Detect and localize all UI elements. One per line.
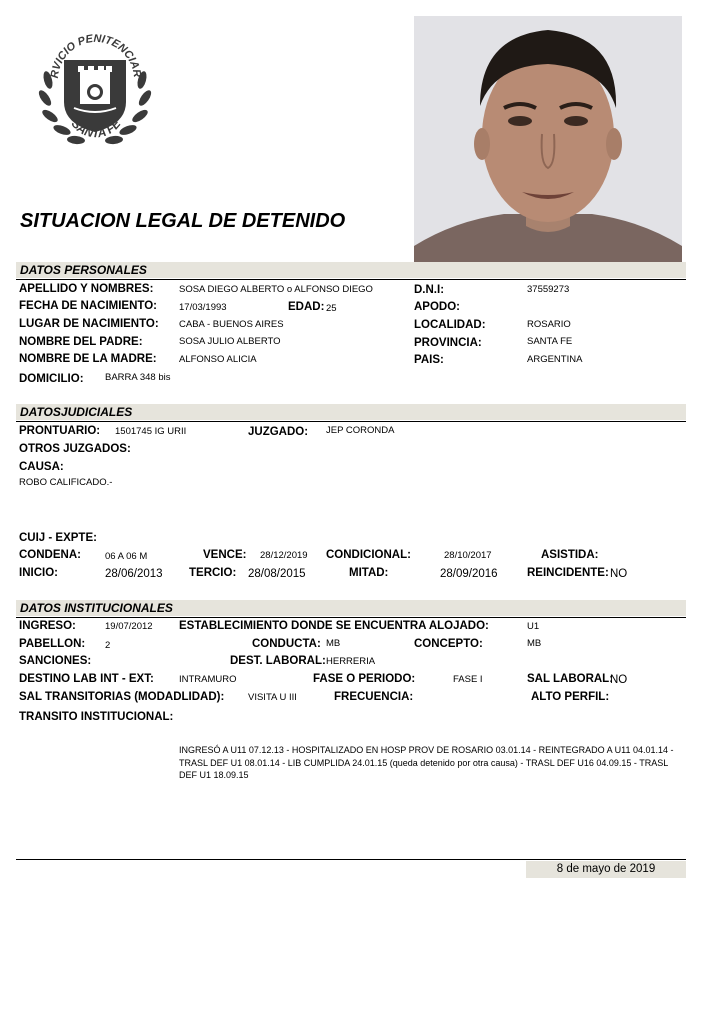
divider — [16, 279, 686, 280]
apellido-label: APELLIDO Y NOMBRES: — [19, 283, 154, 295]
madre-label: NOMBRE DE LA MADRE: — [19, 353, 157, 365]
tercio-label: TERCIO: — [189, 567, 237, 579]
sal-transitorias-value: VISITA U III — [248, 692, 297, 703]
transito-value: INGRESÓ A U11 07.12.13 - HOSPITALIZADO EN HOSP PROV DE ROSARIO 03.01.14 - REINTEGRADO A U11 04.01.14 - TRASL DEF U1 08.01.14 - LIB CUMPLIDA 24.01.15 (queda detenido por otra causa) - TRASL DEF U16 04.09.15 - TRASL DEF U1 18.09.15 — [179, 745, 674, 780]
pabellon-value: 2 — [105, 640, 111, 651]
mitad-value: 28/09/2016 — [440, 568, 498, 580]
provincia-label: PROVINCIA: — [414, 337, 482, 349]
padre-value: SOSA JULIO ALBERTO — [179, 336, 281, 347]
prontuario-value: 1501745 IG URII — [115, 426, 187, 437]
condena-label: CONDENA: — [19, 549, 81, 561]
condicional-value: 28/10/2017 — [444, 550, 492, 561]
conducta-value: MB — [326, 638, 341, 649]
detainee-photo — [414, 16, 682, 278]
cuij-label: CUIJ - EXPTE: — [19, 532, 97, 544]
section-header-institutional — [16, 600, 686, 616]
section-title-personal: DATOS PERSONALES — [20, 263, 147, 277]
transito-label: TRANSITO INSTITUCIONAL: — [19, 711, 174, 723]
lugar-nacimiento-label: LUGAR DE NACIMIENTO: — [19, 318, 159, 330]
report-date: 8 de mayo de 2019 — [526, 861, 686, 878]
ingreso-value: 19/07/2012 — [105, 621, 153, 632]
divider — [16, 617, 686, 618]
fase-label: FASE O PERIODO: — [313, 673, 416, 685]
section-header-judicial — [16, 404, 686, 420]
domicilio-label: DOMICILIO: — [19, 373, 84, 385]
destino-label: DESTINO LAB INT - EXT: — [19, 673, 154, 685]
apodo-label: APODO: — [414, 301, 460, 313]
condicional-label: CONDICIONAL: — [326, 549, 411, 561]
edad-label: EDAD: — [288, 301, 325, 313]
establecimiento-value: U1 — [527, 621, 540, 632]
footer-divider — [16, 859, 686, 860]
establecimiento-label: ESTABLECIMIENTO DONDE SE ENCUENTRA ALOJADO: — [179, 620, 489, 632]
localidad-label: LOCALIDAD: — [414, 319, 486, 331]
juzgado-label: JUZGADO: — [248, 426, 309, 438]
destino-value: INTRAMURO — [179, 674, 237, 685]
pais-label: PAIS: — [414, 354, 444, 366]
conducta-label: CONDUCTA: — [252, 638, 321, 650]
reincidente-value: NO — [610, 568, 628, 580]
asistida-label: ASISTIDA: — [541, 549, 599, 561]
inicio-label: INICIO: — [19, 567, 58, 579]
page-title: SITUACION LEGAL DE DETENIDO — [20, 210, 346, 232]
ingreso-label: INGRESO: — [19, 620, 76, 632]
concepto-value: MB — [527, 638, 542, 649]
fecha-nacimiento-value: 17/03/1993 — [179, 302, 227, 313]
dni-value: 37559273 — [527, 284, 570, 295]
condena-value: 06 A 06 M — [105, 551, 148, 562]
logo-text-bottom: SANTA FE — [68, 116, 124, 141]
servicio-penitenciario-logo — [28, 20, 162, 154]
localidad-value: ROSARIO — [527, 319, 571, 330]
alto-perfil-label: ALTO PERFIL: — [531, 691, 610, 703]
fase-value: FASE I — [453, 674, 483, 685]
otros-juzgados-label: OTROS JUZGADOS: — [19, 443, 131, 455]
pais-value: ARGENTINA — [527, 354, 583, 365]
padre-label: NOMBRE DEL PADRE: — [19, 336, 143, 348]
edad-value: 25 — [326, 303, 337, 314]
sal-transitorias-label: SAL TRANSITORIAS (MODADLIDAD): — [19, 691, 225, 703]
sal-laboral-label: SAL LABORAL: — [527, 673, 614, 685]
concepto-label: CONCEPTO: — [414, 638, 483, 650]
divider — [16, 421, 686, 422]
dni-label: D.N.I: — [414, 284, 445, 296]
section-title-judicial: DATOSJUDICIALES — [20, 405, 133, 419]
prontuario-label: PRONTUARIO: — [19, 425, 101, 437]
apellido-value: SOSA DIEGO ALBERTO o ALFONSO DIEGO — [179, 284, 373, 295]
juzgado-value: JEP CORONDA — [326, 425, 395, 436]
fecha-nacimiento-label: FECHA DE NACIMIENTO: — [19, 300, 157, 312]
sanciones-label: SANCIONES: — [19, 655, 92, 667]
dest-laboral-value: HERRERIA — [326, 656, 376, 667]
section-title-institutional: DATOS INSTITUCIONALES — [20, 601, 173, 615]
tercio-value: 28/08/2015 — [248, 568, 306, 580]
logo-text-top: RVICIO PENITENCIAR — [48, 32, 144, 80]
pabellon-label: PABELLON: — [19, 638, 86, 650]
section-header-personal — [16, 262, 686, 278]
dest-laboral-label: DEST. LABORAL: — [230, 655, 326, 667]
madre-value: ALFONSO ALICIA — [179, 354, 257, 365]
vence-value: 28/12/2019 — [260, 550, 308, 561]
vence-label: VENCE: — [203, 549, 247, 561]
inicio-value: 28/06/2013 — [105, 568, 163, 580]
causa-value: ROBO CALIFICADO.- — [19, 477, 113, 488]
provincia-value: SANTA FE — [527, 336, 573, 347]
causa-label: CAUSA: — [19, 461, 64, 473]
lugar-nacimiento-value: CABA - BUENOS AIRES — [179, 319, 284, 330]
frecuencia-label: FRECUENCIA: — [334, 691, 414, 703]
mitad-label: MITAD: — [349, 567, 389, 579]
sal-laboral-value: NO — [610, 674, 628, 686]
domicilio-value: BARRA 348 bis — [105, 372, 171, 383]
reincidente-label: REINCIDENTE: — [527, 567, 609, 579]
